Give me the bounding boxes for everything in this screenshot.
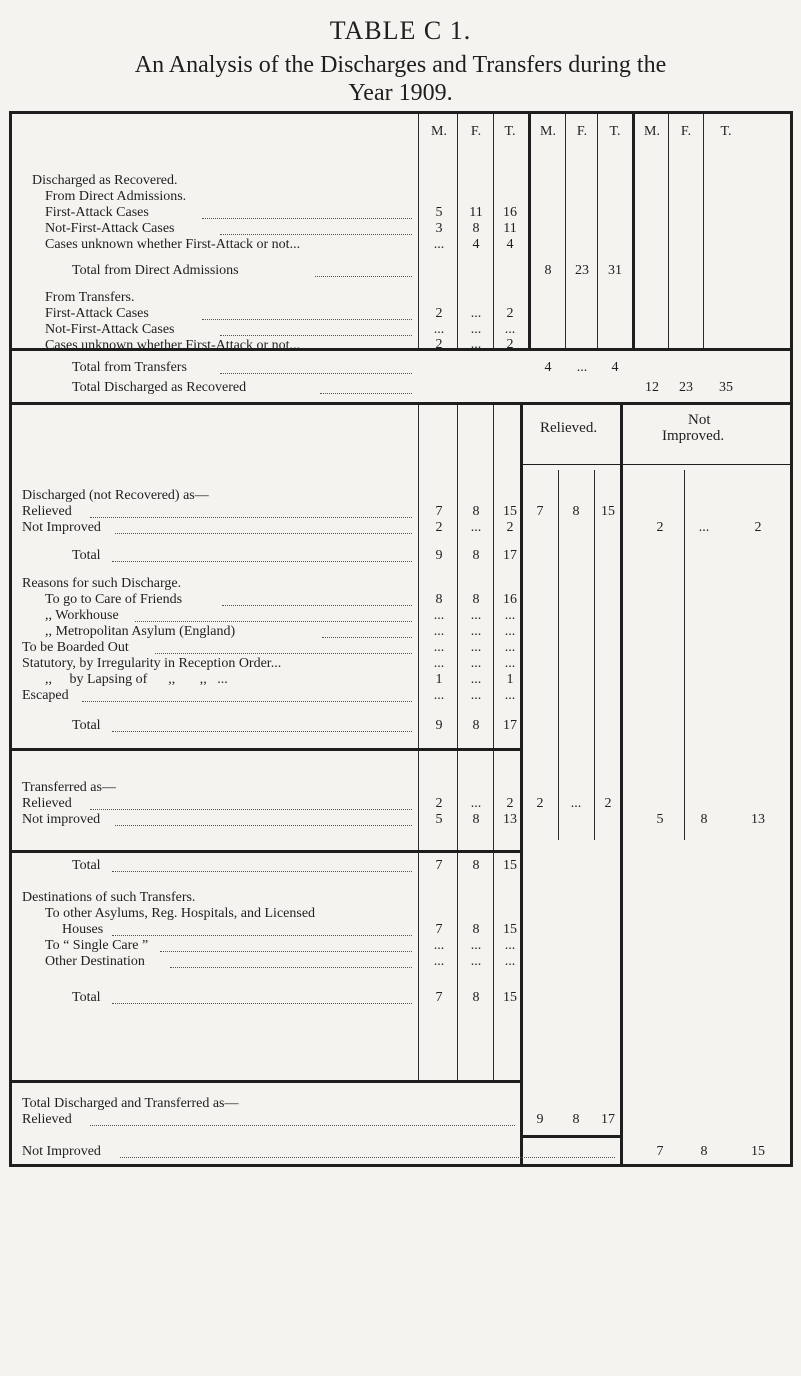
section2b-rule	[10, 748, 520, 751]
header-m: M.	[540, 124, 556, 139]
row-label: Total	[72, 718, 101, 733]
cell: 8	[544, 263, 552, 278]
cell: ...	[470, 672, 482, 687]
cell: ...	[504, 656, 516, 671]
cell: ...	[470, 938, 482, 953]
cell: 8	[472, 858, 480, 873]
cell: ...	[433, 608, 445, 623]
dot-leader	[320, 392, 412, 394]
cell: 7	[435, 922, 443, 937]
dot-leader	[315, 275, 412, 277]
cell: 2	[506, 306, 514, 321]
cell: 2	[435, 796, 443, 811]
cell: ...	[433, 322, 445, 337]
dot-leader	[82, 700, 412, 702]
cell: ...	[433, 624, 445, 639]
dot-leader	[115, 824, 412, 826]
row-label: Total	[72, 858, 101, 873]
subtitle-line-2: Year 1909.	[348, 80, 453, 106]
dot-leader	[112, 870, 412, 872]
row-label: Relieved	[22, 504, 72, 519]
subheader-rule	[520, 464, 790, 465]
row-label: Total from Transfers	[72, 360, 187, 375]
cell: 1	[435, 672, 443, 687]
cell: 23	[575, 263, 589, 278]
left-border	[9, 111, 12, 1167]
dot-leader	[90, 1124, 515, 1126]
cell: ...	[570, 796, 582, 811]
cell: 7	[656, 1144, 664, 1159]
dot-leader	[120, 1156, 615, 1158]
header-t: T.	[504, 124, 516, 139]
dot-leader	[202, 217, 412, 219]
row-label: Total Discharged as Recovered	[72, 380, 247, 395]
cell: ...	[470, 520, 482, 535]
row-label: Escaped	[22, 688, 69, 703]
cell: 8	[700, 1144, 708, 1159]
not-improved-header-1: Not	[688, 412, 711, 428]
cell: 17	[503, 718, 517, 733]
cell: 13	[751, 812, 765, 827]
section4-heading: Total Discharged and Transferred as—	[22, 1096, 239, 1111]
cell: ...	[433, 688, 445, 703]
row-label: Houses	[62, 922, 104, 937]
dot-leader	[160, 950, 412, 952]
row-label: To be Boarded Out	[22, 640, 129, 655]
row-label: Cases unknown whether First-Attack or not...	[45, 237, 301, 252]
col-rule	[668, 114, 669, 348]
bottom-rule	[10, 1164, 790, 1167]
row-label: First-Attack Cases	[45, 205, 149, 220]
from-direct-heading: From Direct Admissions.	[45, 189, 187, 204]
row-label: Total from Direct Admissions	[72, 263, 239, 278]
cell: 4	[544, 360, 552, 375]
section1b-rule	[10, 402, 790, 405]
cell: ...	[433, 938, 445, 953]
cell: 2	[506, 796, 514, 811]
dot-leader	[135, 620, 412, 622]
cell: 15	[503, 922, 517, 937]
cell: 2	[604, 796, 612, 811]
cell: ...	[470, 306, 482, 321]
header-t: T.	[609, 124, 621, 139]
col-rule	[703, 114, 704, 348]
col-rule	[594, 470, 595, 840]
cell: ...	[470, 624, 482, 639]
cell: ...	[433, 640, 445, 655]
cell: 9	[536, 1112, 544, 1127]
header-f: F.	[680, 124, 692, 139]
header-f: F.	[470, 124, 482, 139]
row-label: Total	[72, 990, 101, 1005]
section2-rule	[10, 850, 520, 853]
cell: 7	[435, 858, 443, 873]
section4-rule	[520, 1135, 620, 1138]
row-label: Cases unknown whether First-Attack or not...	[45, 338, 301, 353]
dot-leader	[322, 636, 412, 638]
cell: ...	[470, 608, 482, 623]
cell: ...	[698, 520, 710, 535]
cell: 8	[472, 504, 480, 519]
dot-leader	[115, 532, 412, 534]
row-label: Not-First-Attack Cases	[45, 322, 175, 337]
cell: 2	[506, 520, 514, 535]
header-m: M.	[644, 124, 660, 139]
not-improved-header-2: Improved.	[662, 428, 725, 444]
cell: ...	[576, 360, 588, 375]
col-rule	[558, 470, 559, 840]
cell: ...	[504, 624, 516, 639]
cell: 2	[435, 520, 443, 535]
dot-leader	[112, 934, 412, 936]
cell: 31	[608, 263, 622, 278]
from-transfers-heading: From Transfers.	[45, 290, 135, 305]
destinations-heading: Destinations of such Transfers.	[22, 890, 196, 905]
right-border	[790, 111, 793, 1167]
cell: 8	[700, 812, 708, 827]
row-label: To other Asylums, Reg. Hospitals, and Licensed	[45, 906, 316, 921]
cell: 5	[656, 812, 664, 827]
dot-leader	[112, 560, 412, 562]
section2-heading: Discharged (not Recovered) as—	[22, 488, 209, 503]
cell: ...	[433, 237, 445, 252]
cell: 15	[751, 1144, 765, 1159]
row-label: First-Attack Cases	[45, 306, 149, 321]
cell: ...	[504, 954, 516, 969]
cell: 11	[469, 205, 483, 220]
col-rule	[597, 114, 598, 348]
cell: ...	[470, 337, 482, 352]
subtitle-line-1: An Analysis of the Discharges and Transfers during the	[134, 52, 667, 78]
cell: 13	[503, 812, 517, 827]
cell: 15	[503, 990, 517, 1005]
header-t: T.	[720, 124, 732, 139]
section1-heading: Discharged as Recovered.	[32, 173, 178, 188]
row-label: ,, by Lapsing of ,, ,, ...	[45, 672, 228, 687]
row-label: Statutory, by Irregularity in Reception Order...	[22, 656, 282, 671]
cell: 8	[472, 548, 480, 563]
cell: 5	[435, 205, 443, 220]
cell: 2	[435, 306, 443, 321]
cell: ...	[433, 954, 445, 969]
row-label: Not Improved	[22, 520, 101, 535]
dot-leader	[90, 808, 412, 810]
cell: 15	[503, 504, 517, 519]
dot-leader	[112, 730, 412, 732]
cell: 35	[719, 380, 733, 395]
relieved-header: Relieved.	[540, 420, 598, 436]
cell: 8	[572, 504, 580, 519]
cell: 16	[503, 205, 517, 220]
header-f: F.	[576, 124, 588, 139]
dot-leader	[220, 372, 412, 374]
cell: ...	[504, 688, 516, 703]
row-label: ,, Workhouse	[45, 608, 119, 623]
cell: 8	[472, 990, 480, 1005]
dot-leader	[222, 604, 412, 606]
cell: 8	[472, 718, 480, 733]
dot-leader	[220, 334, 412, 336]
cell: ...	[504, 640, 516, 655]
cell: 1	[506, 672, 514, 687]
cell: 7	[536, 504, 544, 519]
cell: ...	[470, 656, 482, 671]
cell: ...	[504, 938, 516, 953]
top-rule	[10, 111, 790, 114]
cell: ...	[470, 322, 482, 337]
reasons-heading: Reasons for such Discharge.	[22, 576, 182, 591]
cell: 7	[435, 990, 443, 1005]
cell: 7	[435, 504, 443, 519]
row-label: Not-First-Attack Cases	[45, 221, 175, 236]
cell: 8	[472, 812, 480, 827]
cell: ...	[470, 796, 482, 811]
cell: 12	[645, 380, 659, 395]
cell: 8	[472, 922, 480, 937]
cell: 8	[435, 592, 443, 607]
cell: 2	[656, 520, 664, 535]
cell: 16	[503, 592, 517, 607]
cell: 9	[435, 718, 443, 733]
cell: 5	[435, 812, 443, 827]
cell: 23	[679, 380, 693, 395]
cell: 4	[611, 360, 619, 375]
cell: 8	[572, 1112, 580, 1127]
cell: ...	[470, 688, 482, 703]
cell: 9	[435, 548, 443, 563]
section3-rule	[10, 1080, 520, 1083]
cell: 15	[601, 504, 615, 519]
cell: 4	[472, 237, 480, 252]
dot-leader	[155, 652, 412, 654]
cell: ...	[433, 656, 445, 671]
cell: 2	[754, 520, 762, 535]
cell: 8	[472, 592, 480, 607]
col-rule	[632, 114, 635, 348]
cell: ...	[470, 640, 482, 655]
dot-leader	[112, 1002, 412, 1004]
cell: ...	[504, 608, 516, 623]
row-label: Relieved	[22, 796, 72, 811]
section3-heading: Transferred as—	[22, 780, 116, 795]
cell: 2	[506, 337, 514, 352]
header-m: M.	[431, 124, 447, 139]
dot-leader	[170, 966, 412, 968]
cell: 8	[472, 221, 480, 236]
table-title: TABLE C 1.	[329, 16, 472, 45]
cell: 17	[503, 548, 517, 563]
row-label: Not improved	[22, 812, 101, 827]
row-label: To “ Single Care ”	[45, 938, 149, 953]
row-label: Total	[72, 548, 101, 563]
cell: 11	[503, 221, 517, 236]
dot-leader	[202, 318, 412, 320]
cell: 15	[503, 858, 517, 873]
dot-leader	[220, 233, 412, 235]
cell: ...	[470, 954, 482, 969]
row-label: Other Destination	[45, 954, 145, 969]
row-label: ,, Metropolitan Asylum (England)	[45, 624, 236, 639]
cell: 3	[435, 221, 443, 236]
cell: 17	[601, 1112, 615, 1127]
cell: 4	[506, 237, 514, 252]
dot-leader	[90, 516, 412, 518]
row-label: To go to Care of Friends	[45, 592, 183, 607]
row-label: Not Improved	[22, 1144, 101, 1159]
cell: ...	[504, 322, 516, 337]
cell: 2	[536, 796, 544, 811]
row-label: Relieved	[22, 1112, 72, 1127]
cell: 2	[435, 337, 443, 352]
col-rule	[565, 114, 566, 348]
